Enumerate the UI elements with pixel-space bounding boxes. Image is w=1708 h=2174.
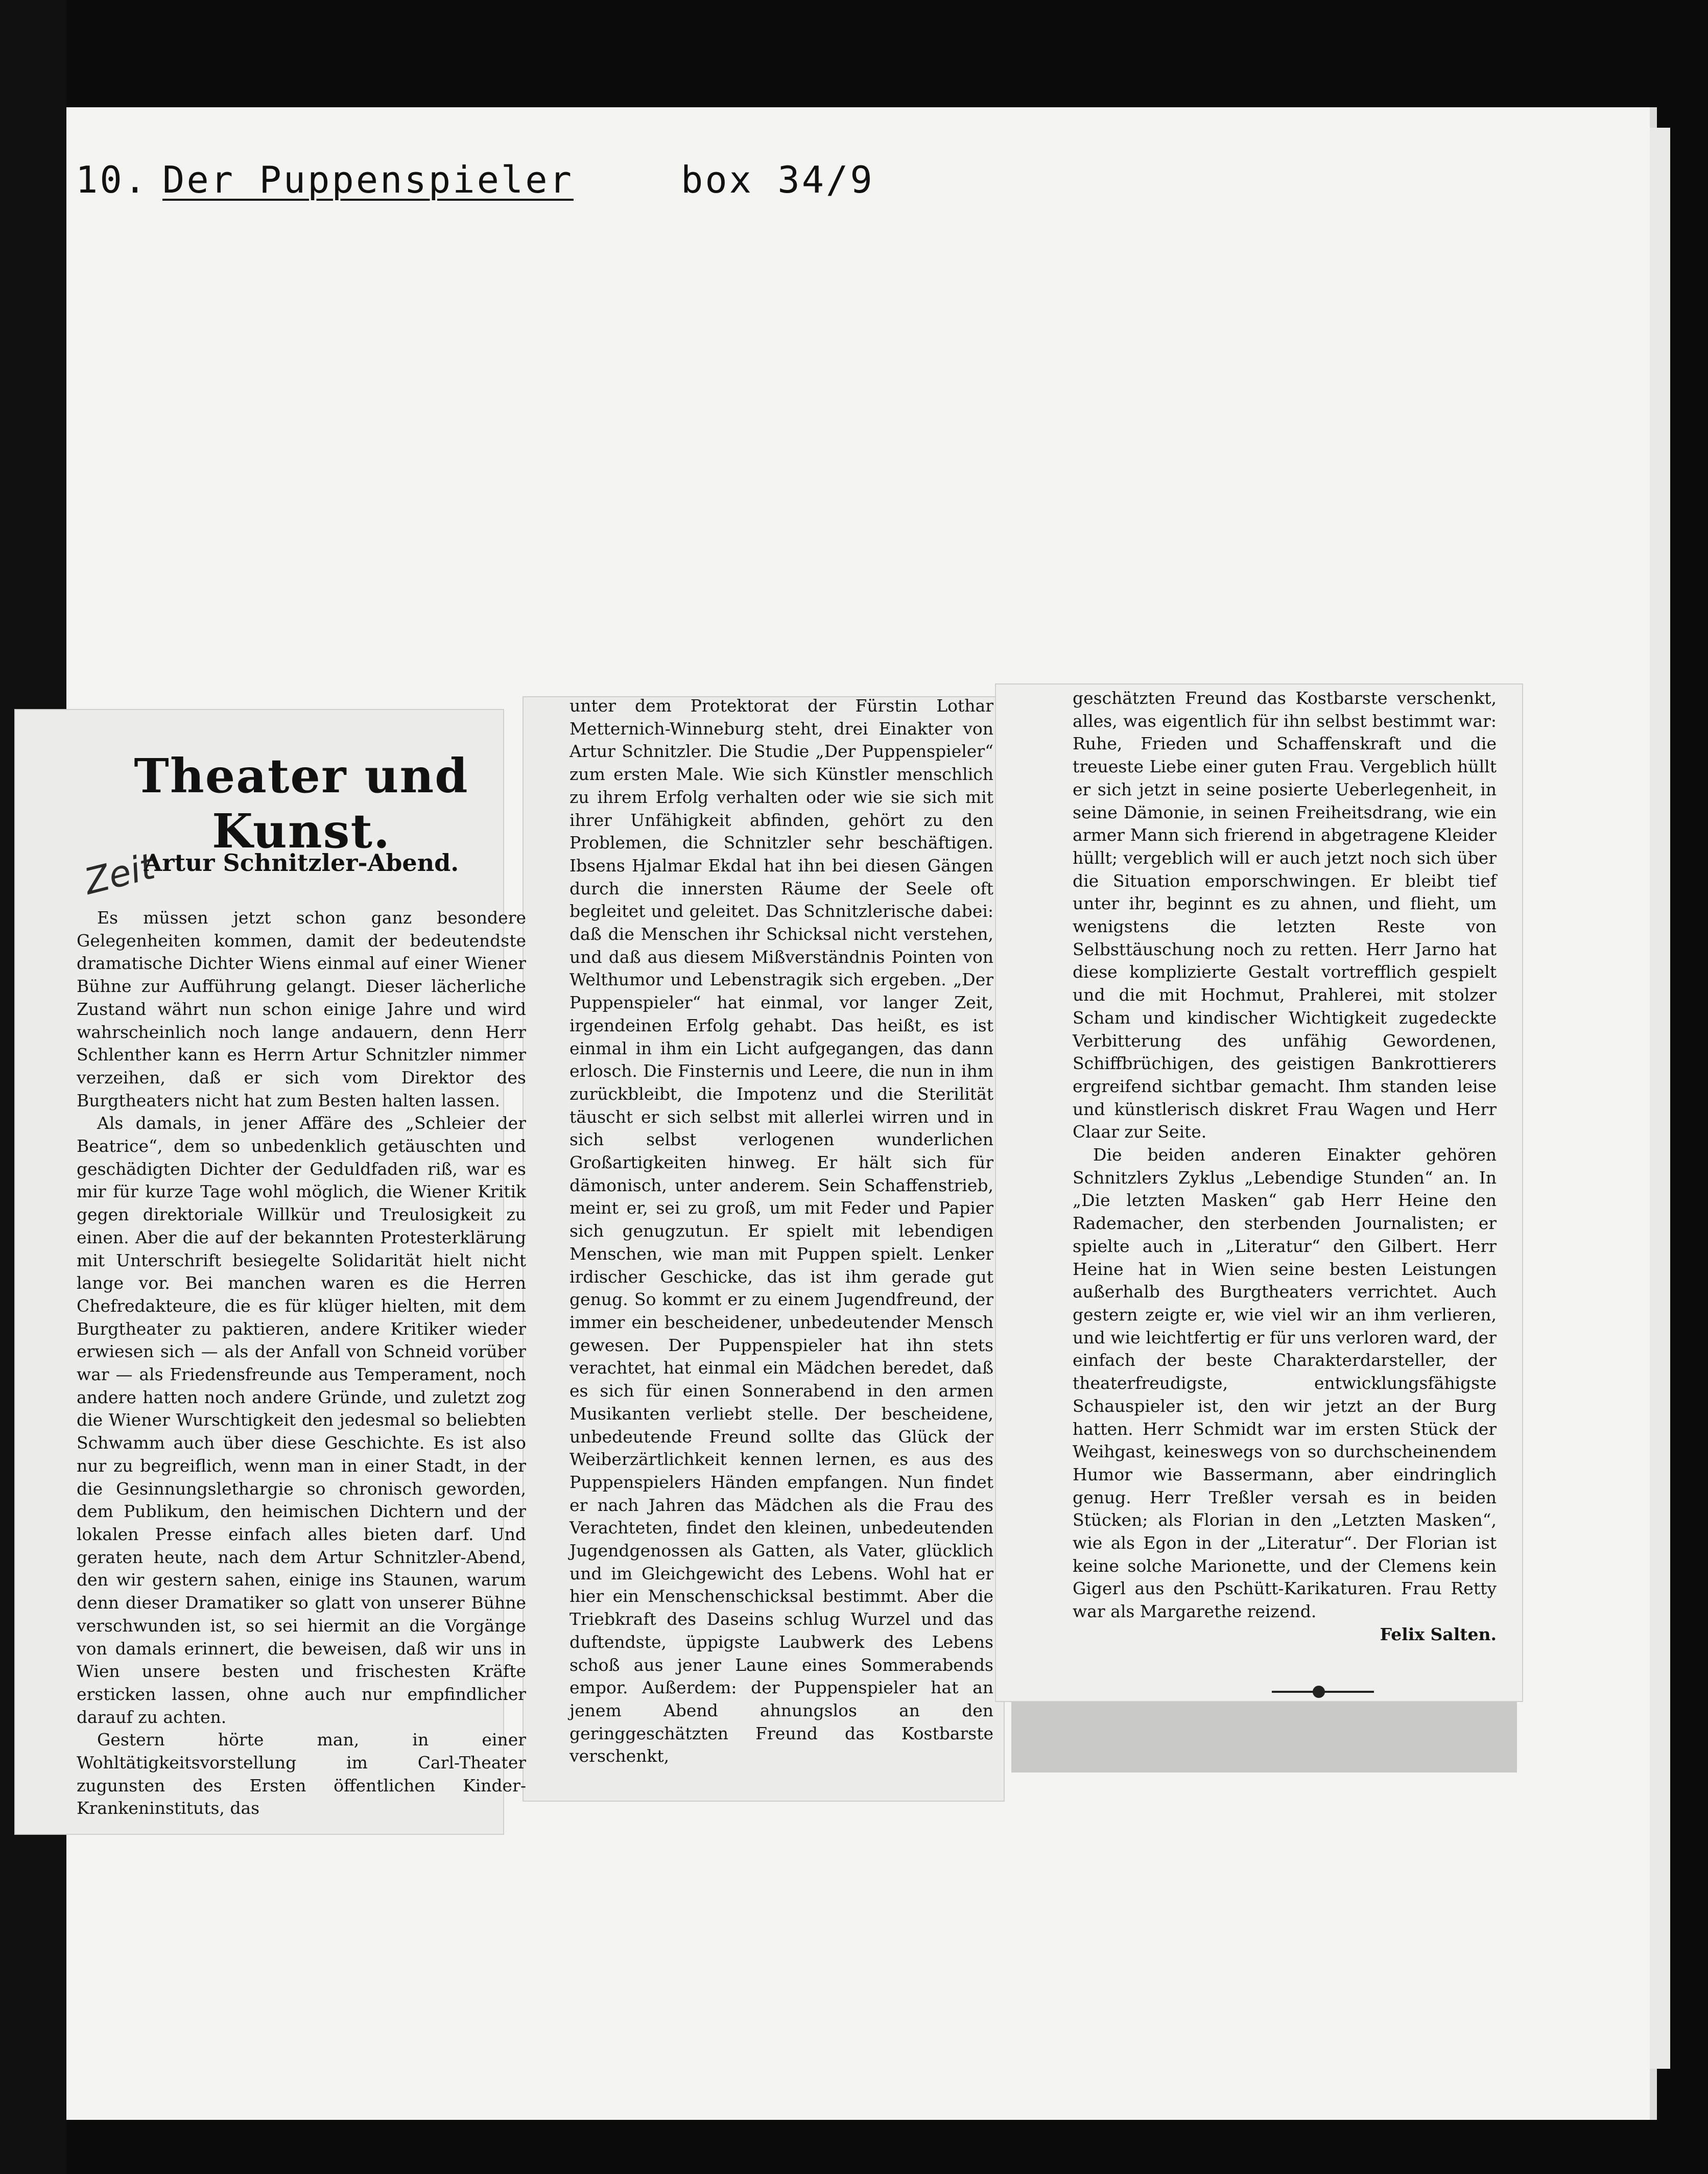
paragraph: Als damals, in jener Affäre des „Schleier der Beatrice“, dem so unbedenklich getäuschten und geschädigten Dichter der Geduldfaden riß, war es mir für kurze Tage wohl möglich, die Wiener Kritik gegen direktoriale Willkür und Treulosigkeit zu einen. Aber die auf der bekannten Protesterklärung mit Unterschrift besiegelte Solidarität hielt nicht lange vor. Bei manchen waren es die Herren Chefredakteure, die es für klüger hielten, mit dem Burgtheater zu paktieren, andere Kritiker wieder erwiesen sich — als der Anfall von Schneid vorüber war — als Friedensfreunde aus Temperament, noch andere hatten noch andere Gründe, und zuletzt zog die Wiener Wurschtigkeit den jedesmal so beliebten Schwamm auch über diese Geschichte. Es ist also nur zu begreiflich, wenn man in einer Stadt, in der die Gesinnungslethargie so chronisch geworden, dem Publikum, den heimischen Dichtern und der lokalen Presse einfach alles bieten darf. Und geraten heute, nach dem Artur Schnitzler-Abend, den wir gestern sahen, einige ins Staunen, warum denn dieser Dramatiker so glatt von unserer Bühne verschwunden ist, so sei hiermit an die Vorgänge von damals erinnert, die beweisen, daß wir uns in Wien unsere besten und frischesten Kräfte ersticken lassen, ohne auch nur empfindlicher darauf zu achten.	[77, 1113, 526, 1727]
paragraph: unter dem Protektorat der Fürstin Lothar Metternich-Winneburg steht, drei Einakter von Artur Schnitzler. Die Studie „Der Puppenspieler“ zum ersten Male. Wie sich Künstler menschlich zu ihrem Erfolg verhalten oder wie sie sich mit ihrer Unfähigkeit abfinden, gehört zu den Problemen, die Schnitzler sehr beschäftigen. Ibsens Hjalmar Ekdal hat ihn bei diesen Gängen durch die innersten Räume der Seele oft begleitet und geleitet. Das Schnitzlerische dabei: daß die Menschen ihr Schicksal nicht verstehen, und daß aus diesem Mißverständnis Pointen von Welthumor und Lebenstragik sich ergeben. „Der Puppenspieler“ hat einmal, vor langer Zeit, irgendeinen Erfolg gehabt. Das heißt, es ist einmal in ihm ein Licht aufgegangen, das dann erlosch. Die Finsternis und Leere, die nun in ihm zurückbleibt, die Impotenz und die Sterilität täuscht er sich selbst mit allerlei wirren und in sich selbst verlogenen wunderlichen Großartigkeiten hinweg. Er hält sich für dämonisch, unter anderem. Sein Schaffenstrieb, meint er, sei zu groß, um mit Feder und Papier sich genugzutun. Er spielt mit lebendigen Menschen, wie man mit Puppen spielt. Lenker irdischer Geschicke, das ist ihm gerade gut genug. So kommt er zu einem Jugendfreund, der immer ein bescheidener, unbedeutender Mensch gewesen. Der Puppenspieler hat ihn stets verachtet, hat einmal ein Mädchen beredet, daß es sich für einen Sonnerabend in den armen Musikanten verliebt stelle. Der bescheidene, unbedeutende Freund sollte das Glück der Weiberzärtlichkeit kennen lernen, es aus des Puppenspielers Händen empfangen. Nun findet er nach Jahren das Mädchen als die Frau des Verachteten, findet den kleinen, unbedeutenden Jugendgenossen als Gatten, als Vater, glücklich und im Gleichgewicht des Lebens. Wohl hat er hier ein Menschenschicksal bestimmt. Aber die Triebkraft des Daseins schlug Wurzel und das duftendste, üppigste Laubwerk des Lebens schoß aus jener Laune eines Sommerabends empor. Außerdem: der Puppenspieler hat an jenem Abend ahnungslos an den geringgeschätzten Freund das Kostbarste verschenkt,	[570, 696, 993, 1766]
paragraph: geschätzten Freund das Kostbarste verschenkt, alles, was eigentlich für ihn selbst bestimmt war: Ruhe, Frieden und Schaffenskraft und die treueste Liebe einer guten Frau. Vergeblich hüllt er sich jetzt in seine posierte Ueberlegenheit, in seine Dämonie, in seinen Freiheitsdrang, wie ein armer Mann sich frierend in abgetragene Kleider hüllt; vergeblich will er auch jetzt noch sich über die Situation emporschwingen. Er bleibt tief unter ihr, beginnt es zu ahnen, und flieht, um wenigstens die letzten Reste von Selbsttäuschung noch zu retten. Herr Jarno hat diese komplizierte Gestalt vortrefflich gespielt und die mit Hochmut, Prahlerei, mit stolzer Scham und kindischer Wichtigkeit zugedeckte Verbitterung des unfähig Gewordenen, Schiffbrüchigen, des geistigen Bankrottierers ergreifend sichtbar gemacht. Ihm standen leise und künstlerisch diskret Frau Wagen und Herr Claar zur Seite.	[1073, 688, 1497, 1142]
box-reference: box 34/9	[680, 158, 874, 201]
article-text-column-1	[77, 907, 526, 1820]
clipping-shadow	[1011, 1701, 1517, 1773]
article-text-column-3	[1073, 687, 1497, 1646]
author-signature: Felix Salten.	[1380, 1624, 1497, 1644]
paragraph: Gestern hörte man, in einer Wohltätigkeitsvorstellung im Carl-Theater zugunsten des Ersten öffentlichen Kinder-Krankeninstituts, das	[77, 1730, 526, 1818]
closing-rule-ornament	[1313, 1686, 1325, 1698]
article-headline: Theater und Kunst.	[134, 748, 469, 859]
article-subheadline: Artur Schnitzler-Abend.	[144, 849, 459, 877]
paragraph: Es müssen jetzt schon ganz besondere Gelegenheiten kommen, damit der bedeutendste dramatische Dichter Wiens einmal auf einer Wiener Bühne zur Aufführung gelangt. Dieser lächerliche Zustand währt nun schon einige Jahre und wird wahrscheinlich noch lange andauern, denn Herr Schlenther kann es Herrn Artur Schnitzler nimmer verzeihen, daß er sich vom Direktor des Burgtheaters nicht hat zum Besten halten lassen.	[77, 908, 526, 1110]
article-text-column-2	[570, 695, 993, 1768]
handwritten-annotation: Zeit	[80, 845, 159, 903]
archive-label	[76, 158, 874, 201]
paragraph: Die beiden anderen Einakter gehören Schnitzlers Zyklus „Lebendige Stunden“ an. In „Die letzten Masken“ gab Herr Heine den Rademacher, den sterbenden Journalisten; er spielte auch in „Literatur“ den Gilbert. Herr Heine hat in Wien seine besten Leistungen außerhalb des Burgtheaters verrichtet. Auch gestern zeigte er, wie viel wir an ihm verlieren, und wie leichtfertig er für uns verloren ward, der einfach der beste Charakterdarsteller, der theaterfreudigste, entwicklungsfähigste Schauspieler ist, den wir jetzt an der Burg hatten. Herr Schmidt war im ersten Stück der Weihgast, keineswegs von so durchscheinendem Humor wie Bassermann, aber eindringlich genug. Herr Treßler versah es in beiden Stücken; als Florian in den „Letzten Masken“, wie als Egon in der „Literatur“. Der Florian ist keine solche Marionette, und der Clemens kein Gigerl aus den Pschütt-Karikaturen. Frau Retty war als Margarethe reizend.	[1073, 1145, 1497, 1622]
folder-title: Der Puppenspieler	[162, 158, 574, 201]
sheet-edge	[1650, 128, 1670, 2069]
folder-number: 10.	[76, 158, 149, 201]
